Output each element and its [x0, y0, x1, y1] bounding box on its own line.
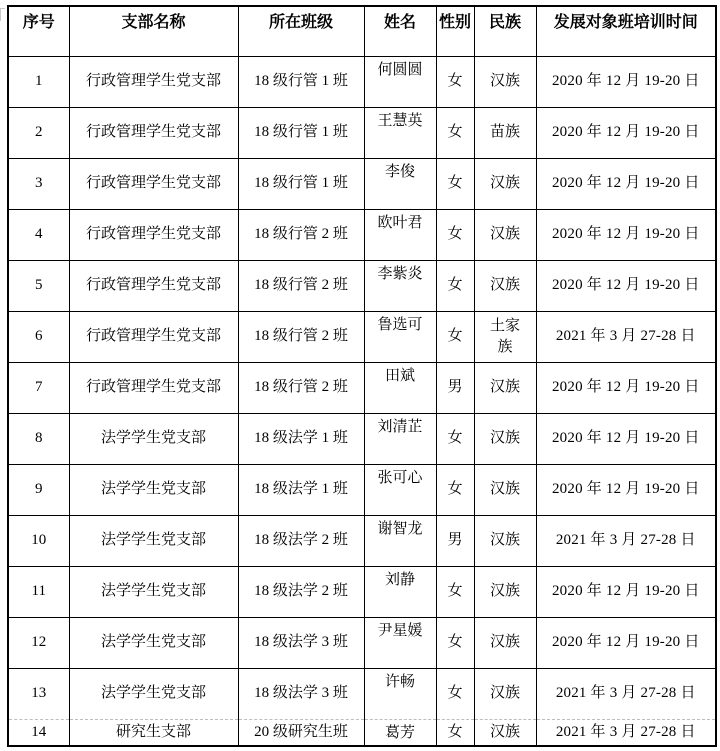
- cell-ethnicity: 汉族: [474, 209, 536, 260]
- cell-training-date: 2021 年 3 月 27-28 日: [536, 719, 716, 746]
- cell-gender: 女: [436, 668, 474, 719]
- cell-gender: 女: [436, 260, 474, 311]
- cell-ethnicity: 汉族: [474, 719, 536, 746]
- header-row: [8, 6, 716, 56]
- cell-class: 18 级行管 2 班: [238, 209, 364, 260]
- header-cell-ethnicity: 民族: [474, 6, 536, 56]
- cell-serial: 10: [8, 515, 69, 566]
- cell-class: 18 级行管 1 班: [238, 158, 364, 209]
- cell-branch: 行政管理学生党支部: [69, 362, 238, 413]
- cell-name: 何圆圆: [364, 56, 436, 107]
- table-body: [8, 56, 716, 746]
- table-row: [8, 209, 716, 260]
- cell-ethnicity: 苗族: [474, 107, 536, 158]
- cell-branch: 行政管理学生党支部: [69, 311, 238, 362]
- cell-training-date: 2021 年 3 月 27-28 日: [536, 668, 716, 719]
- cell-serial: 13: [8, 668, 69, 719]
- cell-branch: 研究生支部: [69, 719, 238, 746]
- cell-class: 18 级法学 2 班: [238, 515, 364, 566]
- cell-serial: 11: [8, 566, 69, 617]
- cell-ethnicity: 汉族: [474, 515, 536, 566]
- cell-name: 李紫炎: [364, 260, 436, 311]
- cell-branch: 法学学生党支部: [69, 515, 238, 566]
- cell-gender: 女: [436, 209, 474, 260]
- cell-ethnicity: 汉族: [474, 566, 536, 617]
- cell-gender: 男: [436, 362, 474, 413]
- cell-training-date: 2020 年 12 月 19-20 日: [536, 158, 716, 209]
- cell-training-date: 2020 年 12 月 19-20 日: [536, 56, 716, 107]
- cell-class: 18 级法学 2 班: [238, 566, 364, 617]
- cell-branch: 行政管理学生党支部: [69, 56, 238, 107]
- cell-class: 18 级行管 1 班: [238, 56, 364, 107]
- cell-class: 18 级法学 1 班: [238, 413, 364, 464]
- cell-ethnicity: 汉族: [474, 56, 536, 107]
- cell-serial: 4: [8, 209, 69, 260]
- cell-serial: 14: [8, 719, 69, 746]
- cell-name: 欧叶君: [364, 209, 436, 260]
- cell-branch: 行政管理学生党支部: [69, 260, 238, 311]
- cell-name: 许畅: [364, 668, 436, 719]
- cell-gender: 女: [436, 413, 474, 464]
- header-cell-class: 所在班级: [238, 6, 364, 56]
- cell-gender: 女: [436, 464, 474, 515]
- scan-artifact: [0, 8, 5, 21]
- cell-gender: 女: [436, 617, 474, 668]
- table-row: [8, 464, 716, 515]
- cell-ethnicity: 汉族: [474, 158, 536, 209]
- cell-serial: 7: [8, 362, 69, 413]
- table-row: [8, 260, 716, 311]
- cell-ethnicity: 汉族: [474, 413, 536, 464]
- cell-gender: 女: [436, 566, 474, 617]
- header-cell-branch: 支部名称: [69, 6, 238, 56]
- cell-training-date: 2020 年 12 月 19-20 日: [536, 617, 716, 668]
- table-row: [8, 566, 716, 617]
- cell-branch: 法学学生党支部: [69, 668, 238, 719]
- cell-training-date: 2020 年 12 月 19-20 日: [536, 209, 716, 260]
- cell-ethnicity: 汉族: [474, 362, 536, 413]
- cell-ethnicity: 汉族: [474, 260, 536, 311]
- table-row: [8, 107, 716, 158]
- table-row: [8, 362, 716, 413]
- cell-branch: 行政管理学生党支部: [69, 107, 238, 158]
- cell-name: 刘清芷: [364, 413, 436, 464]
- cell-serial: 1: [8, 56, 69, 107]
- cell-class: 18 级法学 3 班: [238, 617, 364, 668]
- cell-gender: 女: [436, 719, 474, 746]
- table-row: [8, 413, 716, 464]
- cell-name: 葛芳: [364, 719, 436, 746]
- cell-class: 18 级行管 2 班: [238, 260, 364, 311]
- cell-name: 张可心: [364, 464, 436, 515]
- cell-serial: 5: [8, 260, 69, 311]
- cell-gender: 男: [436, 515, 474, 566]
- cell-class: 18 级法学 3 班: [238, 668, 364, 719]
- cell-serial: 3: [8, 158, 69, 209]
- cell-training-date: 2021 年 3 月 27-28 日: [536, 515, 716, 566]
- cell-branch: 法学学生党支部: [69, 617, 238, 668]
- cell-branch: 法学学生党支部: [69, 413, 238, 464]
- table-row: [8, 668, 716, 719]
- cell-training-date: 2020 年 12 月 19-20 日: [536, 413, 716, 464]
- cell-training-date: 2020 年 12 月 19-20 日: [536, 260, 716, 311]
- header-cell-gender: 性别: [436, 6, 474, 56]
- cell-class: 20 级研究生班: [238, 719, 364, 746]
- cell-class: 18 级法学 1 班: [238, 464, 364, 515]
- table-row: [8, 617, 716, 668]
- cell-gender: 女: [436, 56, 474, 107]
- cell-name: 刘静: [364, 566, 436, 617]
- cell-branch: 法学学生党支部: [69, 464, 238, 515]
- cell-name: 鲁选可: [364, 311, 436, 362]
- training-roster-table: [7, 5, 717, 747]
- cell-name: 李俊: [364, 158, 436, 209]
- cell-training-date: 2020 年 12 月 19-20 日: [536, 566, 716, 617]
- header-cell-name: 姓名: [364, 6, 436, 56]
- cell-class: 18 级行管 2 班: [238, 362, 364, 413]
- cell-serial: 12: [8, 617, 69, 668]
- cell-training-date: 2021 年 3 月 27-28 日: [536, 311, 716, 362]
- header-cell-serial: 序号: [8, 6, 69, 56]
- table-row: [8, 719, 716, 746]
- cell-serial: 2: [8, 107, 69, 158]
- cell-training-date: 2020 年 12 月 19-20 日: [536, 464, 716, 515]
- table-row: [8, 158, 716, 209]
- table-row: [8, 311, 716, 362]
- cell-name: 王慧英: [364, 107, 436, 158]
- document-page: [0, 5, 720, 751]
- cell-serial: 8: [8, 413, 69, 464]
- cell-ethnicity: 汉族: [474, 668, 536, 719]
- cell-gender: 女: [436, 311, 474, 362]
- cell-branch: 行政管理学生党支部: [69, 158, 238, 209]
- cell-ethnicity: 汉族: [474, 617, 536, 668]
- cell-name: 田斌: [364, 362, 436, 413]
- cell-gender: 女: [436, 107, 474, 158]
- cell-class: 18 级行管 1 班: [238, 107, 364, 158]
- cell-ethnicity: 汉族: [474, 464, 536, 515]
- cell-name: 尹星媛: [364, 617, 436, 668]
- table-row: [8, 515, 716, 566]
- cell-branch: 行政管理学生党支部: [69, 209, 238, 260]
- header-cell-training-date: 发展对象班培训时间: [536, 6, 716, 56]
- cell-branch: 法学学生党支部: [69, 566, 238, 617]
- cell-ethnicity: 土家族: [474, 311, 536, 362]
- cell-training-date: 2020 年 12 月 19-20 日: [536, 107, 716, 158]
- table-row: [8, 56, 716, 107]
- cell-serial: 6: [8, 311, 69, 362]
- cell-name: 谢智龙: [364, 515, 436, 566]
- cell-serial: 9: [8, 464, 69, 515]
- cell-class: 18 级行管 2 班: [238, 311, 364, 362]
- cell-gender: 女: [436, 158, 474, 209]
- cell-training-date: 2020 年 12 月 19-20 日: [536, 362, 716, 413]
